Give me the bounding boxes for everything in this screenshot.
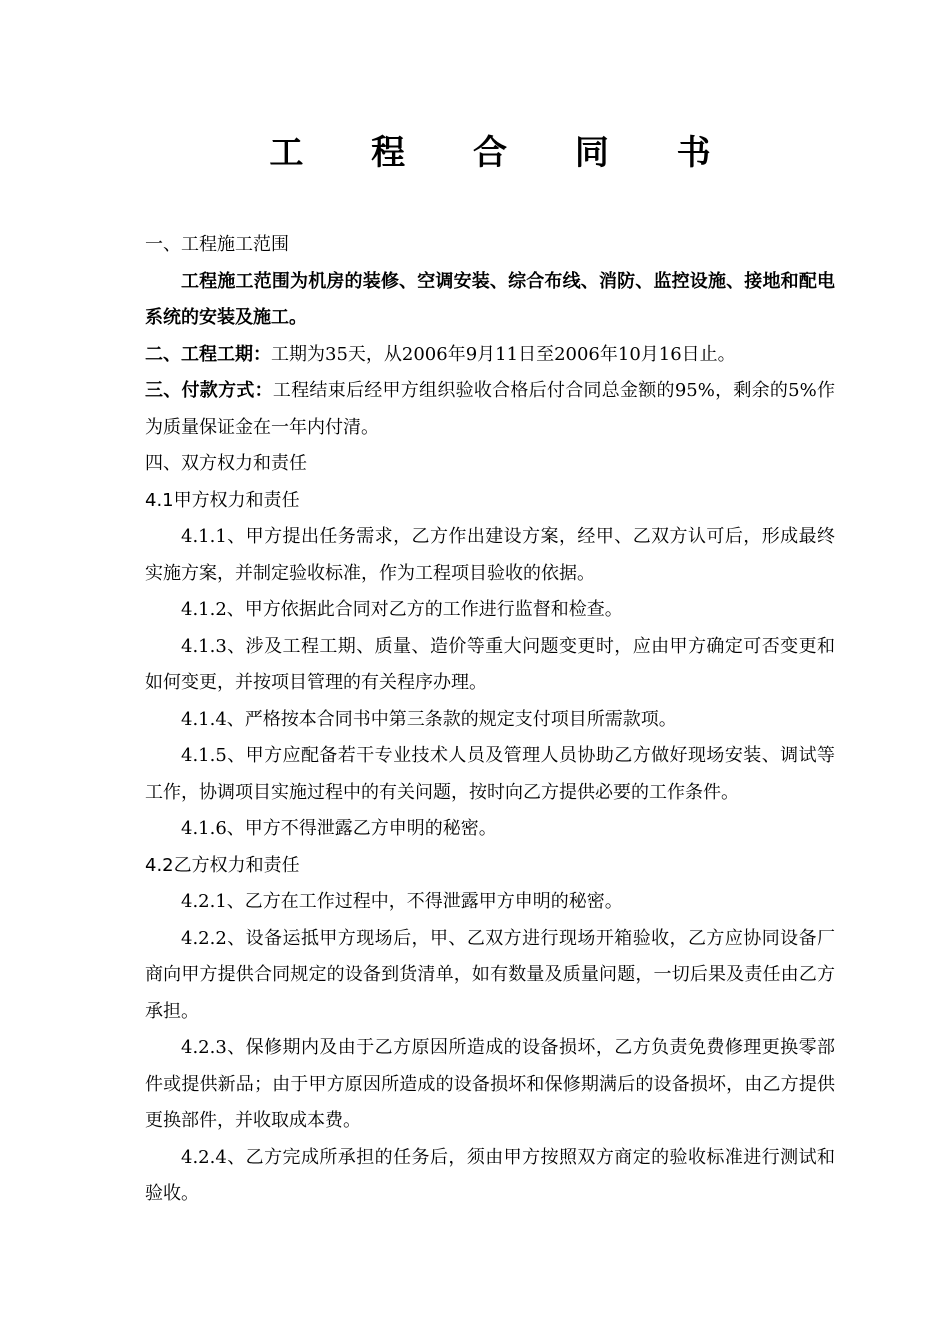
document-title: 工 程 合 同 书 bbox=[269, 133, 739, 173]
section-4-heading: 四、双方权力和责任 bbox=[145, 453, 307, 474]
section-1-text: 工程施工范围为机房的装修、空调安装、综合布线、消防、监控设施、接地和配电系统的安装及施工。 bbox=[145, 270, 835, 328]
section-3-text: 工程结束后经甲方组织验收合格后付合同总金额的95%，剩余的5%作为质量保证金在一年内付清。 bbox=[145, 380, 836, 438]
party-a-item: 4.1.4、严格按本合同书中第三条款的规定支付项目所需款项。 bbox=[181, 708, 677, 730]
section-1-heading: 一、工程施工范围 bbox=[145, 234, 289, 255]
party-a-item: 4.1.5、甲方应配备若干专业技术人员及管理人员协助乙方做好现场安装、调试等工作，协调项目实施过程中的有关问题，按时向乙方提供必要的工作条件。 bbox=[145, 745, 835, 803]
party-b-item: 4.2.1、乙方在工作过程中，不得泄露甲方申明的秘密。 bbox=[181, 891, 623, 912]
party-b-item: 4.2.2、设备运抵甲方现场后，甲、乙双方进行现场开箱验收，乙方应协同设备厂商向甲方提供合同规定的设备到货清单，如有数量及质量问题，一切后果及责任由乙方承担。 bbox=[145, 927, 835, 1022]
party-a-heading: 4.1甲方权力和责任 bbox=[145, 489, 300, 511]
section-2 bbox=[145, 337, 835, 374]
section-3-label: 三、付款方式： bbox=[145, 380, 273, 401]
party-a-item: 4.1.1、甲方提出任务需求，乙方作出建设方案，经甲、乙双方认可后，形成最终实施方案，并制定验收标准，作为工程项目验收的依据。 bbox=[145, 526, 835, 584]
party-b-item: 4.2.3、保修期内及由于乙方原因所造成的设备损坏，乙方负责免费修理更换零部件或提供新品；由于甲方原因所造成的设备损坏和保修期满后的设备损坏，由乙方提供更换部件，并收取成本费。 bbox=[145, 1037, 835, 1131]
party-b-heading: 4.2乙方权力和责任 bbox=[145, 854, 300, 876]
document-body bbox=[145, 227, 835, 1213]
section-2-label: 二、工程工期： bbox=[145, 343, 271, 365]
party-a-item: 4.1.3、涉及工程工期、质量、造价等重大问题变更时，应由甲方确定可否变更和如何变更，并按项目管理的有关程序办理。 bbox=[145, 635, 835, 693]
section-3 bbox=[145, 373, 835, 446]
party-a-item: 4.1.6、甲方不得泄露乙方申明的秘密。 bbox=[181, 818, 497, 839]
party-b-item: 4.2.4、乙方完成所承担的任务后，须由甲方按照双方商定的验收标准进行测试和验收。 bbox=[145, 1146, 835, 1204]
section-2-text: 工期为35天，从2006年9月11日至2006年10月16日止。 bbox=[271, 343, 736, 365]
party-a-item: 4.1.2、甲方依据此合同对乙方的工作进行监督和检查。 bbox=[181, 599, 623, 620]
